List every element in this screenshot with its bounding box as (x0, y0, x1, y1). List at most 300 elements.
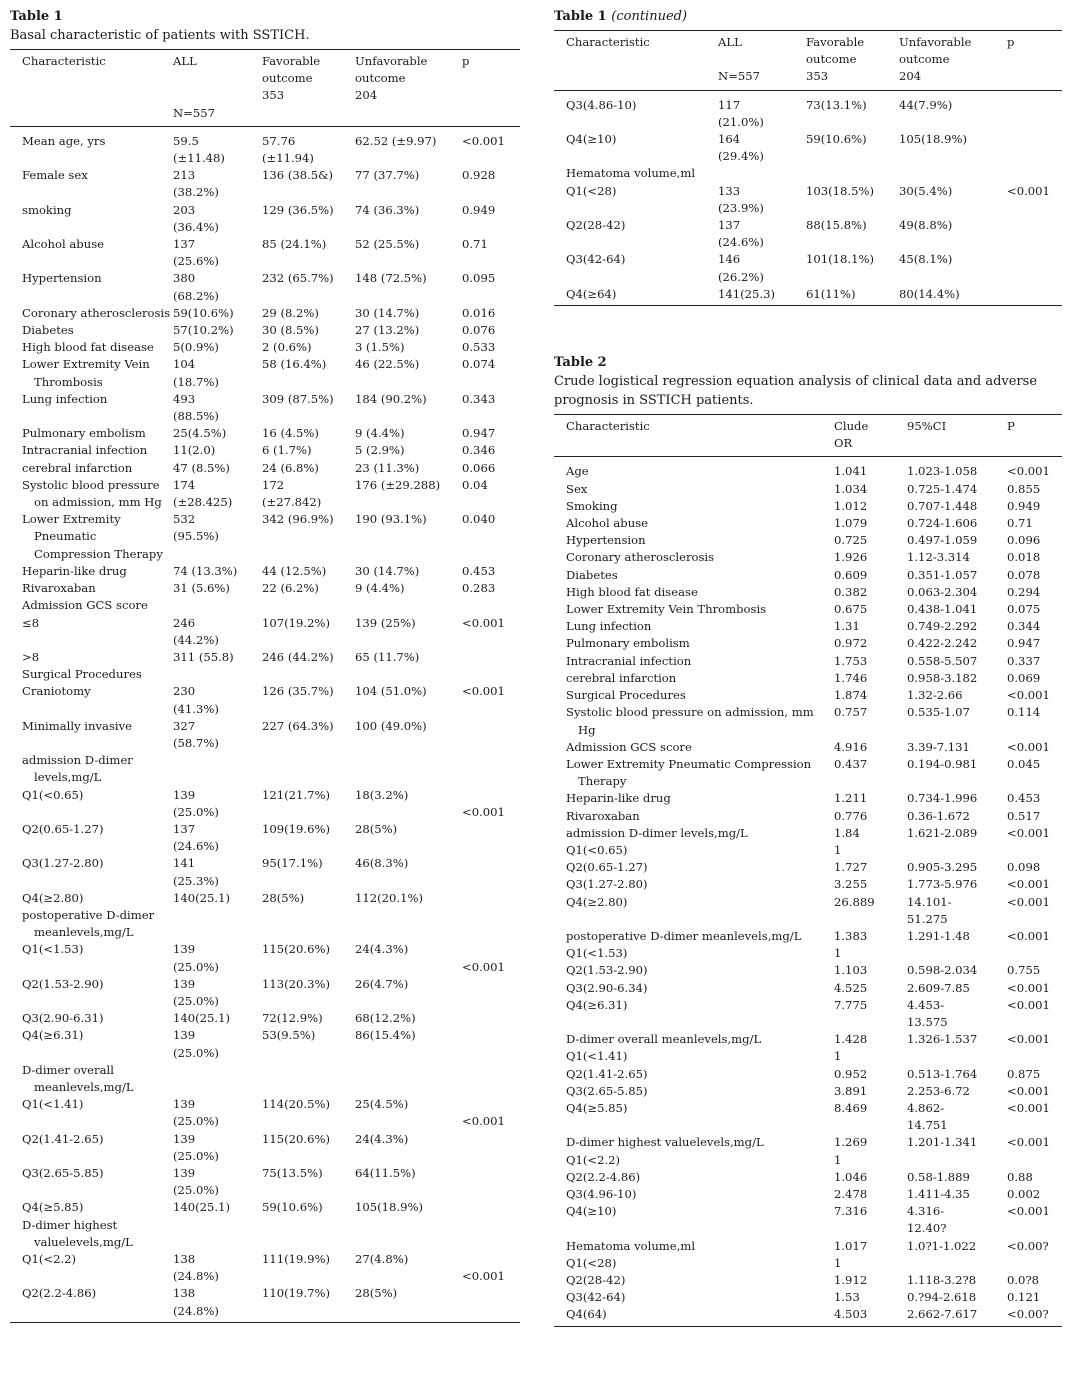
table2-col-header: Clude OR (834, 415, 907, 457)
right-column (554, 8, 1062, 1327)
row-label: Q2(0.65-1.27) (22, 821, 104, 836)
row-label: Q2(1.41-2.65) (566, 1066, 648, 1081)
table-cell: 59(10.6%) (806, 132, 867, 147)
table-cell: 1.53 (834, 1290, 860, 1305)
table-cell: 104 (51.0%) (355, 684, 427, 699)
table-cell (462, 890, 520, 907)
row-label: Hypertension (22, 271, 102, 286)
table-cell: 115(20.6%) (262, 942, 331, 957)
table-row (554, 1272, 1062, 1289)
row-label: Lower Extremity Vein Thrombosis (566, 602, 767, 617)
table-cell: 0.725 (834, 533, 868, 548)
table-row (10, 666, 520, 683)
table-cell: 5(0.9%) (173, 340, 219, 355)
table-row (554, 1238, 1062, 1255)
table-cell: 0.855 (1007, 481, 1041, 496)
table-cell: 52 (25.5%) (355, 237, 420, 252)
table-cell (1007, 945, 1062, 962)
table-cell: 246 (44.2%) (262, 649, 334, 664)
table-cell: 0.972 (834, 636, 868, 651)
table-cell (462, 666, 520, 683)
table-cell: 1.383 (834, 928, 868, 943)
row-label: Age (566, 464, 589, 479)
table-cell: 107(19.2%) (262, 615, 331, 630)
table-cell: 44(7.9%) (899, 97, 953, 112)
table-row (10, 941, 520, 975)
table-row (554, 457, 1062, 481)
table-row (10, 1131, 520, 1165)
table1-cont-col-header: ALL N=557 (718, 31, 806, 91)
table-cell: 4.916 (834, 739, 868, 754)
table-cell: 133 (23.9%) (718, 183, 764, 215)
row-label: D-dimer overall meanlevels,mg/L (22, 1062, 134, 1094)
table-cell: 7.316 (834, 1204, 868, 1219)
table-cell: 72(12.9%) (262, 1011, 323, 1026)
row-label: Q1(<1.53) (566, 946, 628, 961)
table-cell: 1.31 (834, 619, 860, 634)
table2-label: Table 2 (554, 355, 607, 371)
table-cell: <0.001 (462, 684, 505, 699)
table1-cont-col-header: Favorable outcome 353 (806, 31, 899, 91)
table-cell: 2.253-6.72 (907, 1083, 970, 1098)
table-cell: 3 (1.5%) (355, 340, 405, 355)
table-cell: 136 (38.5&) (262, 168, 333, 183)
table-cell: 9 (4.4%) (355, 581, 405, 596)
table-cell (355, 666, 462, 683)
table-cell: 0.066 (462, 460, 496, 475)
table-cell: 227 (64.3%) (262, 718, 334, 733)
table-cell: 230 (41.3%) (173, 684, 219, 716)
table1-body (10, 126, 520, 1322)
table1 (10, 49, 520, 1323)
table-cell: 0.294 (1007, 584, 1041, 599)
table-cell (462, 907, 520, 941)
table-cell: 3.891 (834, 1083, 868, 1098)
table-cell (262, 907, 355, 941)
table-row (554, 481, 1062, 498)
table1-col-header: ALL N=557 (173, 50, 262, 127)
table-cell: 0.947 (1007, 636, 1041, 651)
table-cell: 0.095 (462, 271, 496, 286)
table-row (10, 305, 520, 322)
table-cell: 25(4.5%) (355, 1097, 409, 1112)
table-cell: 0.076 (462, 323, 496, 338)
table-cell: 25(4.5%) (173, 426, 227, 441)
table-cell: 111(19.9%) (262, 1252, 331, 1267)
table-cell: 139 (25.0%) (173, 1166, 219, 1198)
table-cell: 45(8.1%) (899, 252, 953, 267)
table-cell: 80(14.4%) (899, 286, 1007, 306)
table-cell: 1.269 (834, 1135, 868, 1150)
table-row (10, 563, 520, 580)
table-cell: 109(19.6%) (262, 821, 331, 836)
row-label: Lung infection (566, 619, 652, 634)
table-cell: 311 (55.8) (173, 649, 234, 664)
table-cell: 85 (24.1%) (262, 237, 327, 252)
table-cell: 53(9.5%) (262, 1028, 316, 1043)
table-cell (355, 597, 462, 614)
table-cell: <0.001 (1007, 739, 1050, 754)
row-label: Q3(4.96-10) (566, 1186, 637, 1201)
row-label: cerebral infarction (566, 670, 677, 685)
table-cell: 137 (25.6%) (173, 237, 219, 269)
table-cell: 140(25.1) (173, 1200, 230, 1215)
row-label: Heparin-like drug (566, 791, 671, 806)
table-cell: 30 (14.7%) (355, 305, 420, 320)
table-cell (462, 1165, 520, 1199)
row-label: Alcohol abuse (22, 237, 105, 252)
table-row (554, 601, 1062, 618)
row-label: Q1(<2.2) (22, 1252, 77, 1267)
table-cell: 0.045 (1007, 756, 1041, 771)
table-cell: 0.755 (1007, 963, 1041, 978)
table-cell: 1 (834, 1049, 842, 1064)
table-cell: 141 (25.3%) (173, 856, 219, 888)
table-cell (1007, 90, 1062, 131)
row-label: Hematoma volume,ml (566, 1238, 696, 1253)
table-row (10, 1251, 520, 1285)
table-cell: 0.875 (1007, 1066, 1041, 1081)
table-cell: 146 (26.2%) (718, 252, 764, 284)
table-row (10, 1165, 520, 1199)
table-cell: 0.343 (462, 391, 496, 406)
table-cell: 1.727 (834, 860, 868, 875)
table-cell: <0.00? (1007, 1238, 1049, 1253)
row-label: smoking (22, 202, 72, 217)
table-cell: 0.757 (834, 705, 868, 720)
table-cell: 0.0?8 (1007, 1273, 1040, 1287)
row-label: Q3(1.27-2.80) (22, 856, 104, 871)
table-row (10, 270, 520, 304)
table-cell: 139 (25.0%) (173, 976, 219, 1008)
table-row (554, 945, 1062, 962)
table-cell: 27(4.8%) (355, 1252, 409, 1267)
table-cell (173, 597, 262, 614)
row-label: Mean age, yrs (22, 133, 106, 148)
table-cell: 0.098 (1007, 860, 1041, 875)
table-cell: 61(11%) (806, 286, 899, 306)
table-cell: 28(5%) (355, 1285, 462, 1322)
table1-header-row (10, 50, 520, 127)
table-cell: 0.949 (462, 202, 496, 217)
table-cell: 0.535-1.07 (907, 705, 970, 720)
table-cell (262, 597, 355, 614)
table-cell: 0.533 (462, 340, 496, 355)
table-cell: 1.621-2.089 (907, 825, 978, 840)
row-label: Q2(28-42) (566, 218, 626, 233)
table-row (554, 859, 1062, 876)
row-label: Coronary atherosclerosis (566, 550, 715, 565)
table2-col-header: Characteristic (554, 415, 834, 457)
table-cell: 6 (1.7%) (262, 443, 312, 458)
table-cell (462, 1131, 520, 1165)
table-cell (462, 649, 520, 666)
table-cell: 59.5 (±11.48) (173, 133, 225, 166)
table-cell: <0.001 (1007, 928, 1050, 943)
table-cell (355, 1062, 462, 1096)
table-cell: 139 (25.0%) (173, 942, 219, 974)
table-row (554, 1048, 1062, 1065)
table-cell: 105(18.9%) (899, 132, 968, 147)
table-cell: 0.598-2.034 (907, 963, 978, 978)
table-cell: 9 (4.4%) (355, 426, 405, 441)
row-label: admission D-dimer levels,mg/L (22, 753, 133, 785)
row-label: D-dimer overall meanlevels,mg/L (566, 1032, 762, 1047)
table-cell: 47 (8.5%) (173, 460, 230, 475)
table1-cont-body (554, 90, 1062, 305)
table-row (10, 787, 520, 821)
table2-caption: Crude logistical regression equation analysis of clinical data and adverse prognosis in SSTICH patients. (554, 374, 1038, 409)
table-row (554, 1289, 1062, 1306)
table-row (554, 1152, 1062, 1169)
table-cell: 3.255 (834, 877, 868, 892)
table-cell: 139 (25.0%) (173, 1097, 219, 1129)
table-cell: 0.040 (462, 512, 496, 527)
table1-cont-col-header: p (1007, 31, 1062, 91)
table2-col-header: P (1007, 415, 1062, 457)
table-row (554, 498, 1062, 515)
table-cell: 115(20.6%) (262, 1131, 331, 1146)
row-label: D-dimer highest valuelevels,mg/L (566, 1135, 764, 1150)
table-cell: 28(5%) (262, 890, 305, 905)
table-cell: 73(13.1%) (806, 97, 867, 112)
table-row (10, 126, 520, 167)
row-label: Surgical Procedures (22, 667, 142, 682)
row-label: admission D-dimer levels,mg/L (566, 825, 748, 840)
row-label: Q1(<28) (566, 1255, 617, 1270)
table-cell: 1.0?1-1.022 (907, 1238, 977, 1253)
table-row (10, 855, 520, 889)
row-label: Lower Extremity Pneumatic Compression Therapy (22, 512, 163, 561)
table-cell: 138 (24.8%) (173, 1252, 219, 1284)
table-cell (355, 752, 462, 786)
table-cell: 0.513-1.764 (907, 1066, 978, 1081)
table-cell: 75(13.5%) (262, 1166, 323, 1180)
table-cell: 0.453 (462, 563, 496, 578)
table-cell: 0.749-2.292 (907, 619, 978, 634)
table-row (554, 567, 1062, 584)
table-cell: 0.018 (1007, 550, 1041, 565)
table-cell: 327 (58.7%) (173, 718, 219, 750)
table-cell (173, 1062, 262, 1096)
table-cell: 5 (2.9%) (355, 443, 405, 458)
table-cell: 380 (68.2%) (173, 271, 219, 303)
table-cell: 1 (834, 946, 842, 961)
table-cell: 0.517 (1007, 808, 1041, 823)
table-row (10, 356, 520, 390)
table-cell: 0.096 (1007, 533, 1041, 548)
table-cell: 246 (44.2%) (173, 615, 219, 647)
table-cell: 23 (11.3%) (355, 460, 420, 475)
table-cell: 0.952 (834, 1066, 868, 1081)
table-cell: <0.001 (1007, 688, 1050, 703)
table-cell: 26(4.7%) (355, 976, 409, 991)
row-label: Alcohol abuse (566, 516, 649, 531)
table-cell (262, 752, 355, 786)
table-cell: 113(20.3%) (262, 976, 331, 991)
table-row (554, 739, 1062, 756)
table-row (554, 1186, 1062, 1203)
table-cell: 0.382 (834, 584, 868, 599)
table1-col-header: Characteristic (10, 50, 173, 127)
table-cell: 64(11.5%) (355, 1166, 416, 1180)
table-cell: 0.351-1.057 (907, 567, 978, 582)
table-cell: 86(15.4%) (355, 1028, 416, 1043)
table-cell: 139 (25.0%) (173, 787, 219, 819)
table-row (10, 890, 520, 907)
table-cell: 95(17.1%) (262, 856, 323, 871)
table-cell: 121(21.7%) (262, 787, 331, 802)
row-label: Minimally invasive (22, 718, 133, 733)
table-cell: 0.36-1.672 (907, 808, 970, 823)
table-row (554, 1134, 1062, 1151)
table-row (554, 1255, 1062, 1272)
table-row (554, 704, 1062, 738)
row-label: Q2(1.53-2.90) (22, 976, 104, 991)
table-cell: 57(10.2%) (173, 323, 234, 338)
table-row (10, 1217, 520, 1251)
table-cell: 141(25.3) (718, 286, 806, 306)
row-label: Lung infection (22, 391, 108, 406)
table-cell (1007, 286, 1062, 306)
table-cell: 1.746 (834, 670, 868, 685)
table-row (554, 980, 1062, 997)
table-cell: 0.675 (834, 602, 868, 617)
table-cell: 0.344 (1007, 619, 1041, 634)
table1-col-header: Unfavorable outcome 204 (355, 50, 462, 127)
table-cell: 1.023-1.058 (907, 464, 978, 479)
table-cell: 104 (18.7%) (173, 357, 219, 389)
table-cell (462, 1285, 520, 1322)
table-cell (462, 1010, 520, 1027)
table-cell: 114(20.5%) (262, 1097, 331, 1112)
row-label: Lower Extremity Pneumatic Compression Therapy (566, 756, 812, 789)
table-row (10, 1027, 520, 1061)
table-cell: 1.201-1.341 (907, 1135, 978, 1150)
table-cell: 0.438-1.041 (907, 602, 978, 617)
table-row (554, 165, 1062, 182)
table-row (554, 825, 1062, 842)
table-cell: 309 (87.5%) (262, 391, 334, 406)
table-row (10, 202, 520, 236)
table-cell: 126 (35.7%) (262, 684, 334, 699)
table-cell: 24 (6.8%) (262, 460, 319, 475)
row-label: Q4(≥10) (566, 132, 617, 147)
row-label: Q1(<0.65) (566, 842, 628, 857)
table-cell: 140(25.1) (173, 1011, 230, 1026)
table1-caption: Basal characteristic of patients with SSTICH. (10, 28, 310, 43)
table-cell: 4.453- 13.575 (907, 997, 948, 1029)
table-cell: <0.001 (1007, 1204, 1050, 1219)
row-label: Q4(≥2.80) (22, 890, 84, 905)
row-label: Q4(≥6.31) (22, 1028, 84, 1043)
table-cell: 16 (4.5%) (262, 426, 319, 441)
table-row (554, 549, 1062, 566)
row-label: Q2(0.65-1.27) (566, 860, 648, 875)
table-cell: 62.52 (±9.97) (355, 133, 437, 148)
table-cell (462, 752, 520, 786)
row-label: Q4(≥5.85) (566, 1100, 628, 1115)
table-cell: 0.346 (462, 443, 496, 458)
row-label: postoperative D-dimer meanlevels,mg/L (22, 907, 155, 940)
table-cell: 1.046 (834, 1169, 868, 1184)
row-label: Admission GCS score (22, 598, 148, 613)
table-row (554, 251, 1062, 285)
row-label: ≤8 (22, 615, 40, 630)
table-cell: 1.411-4.35 (907, 1186, 970, 1201)
table-cell: 4.503 (834, 1306, 907, 1326)
table1-col-header: p (462, 50, 520, 127)
row-label: Pulmonary embolism (566, 636, 690, 651)
table-cell: 0.58-1.889 (907, 1169, 970, 1184)
table-cell (355, 1217, 462, 1251)
table-row (554, 687, 1062, 704)
table-cell: 31 (5.6%) (173, 581, 230, 596)
table-cell (462, 1062, 520, 1096)
table-cell: 1.773-5.976 (907, 877, 978, 892)
table-cell: 74 (36.3%) (355, 202, 420, 217)
table-cell (462, 1199, 520, 1216)
table-cell: 0.905-3.295 (907, 860, 978, 875)
row-label: Q2(2.2-4.86) (10, 1285, 173, 1322)
table-cell (907, 1048, 1007, 1065)
table-row (554, 618, 1062, 635)
table2-header (554, 415, 1062, 457)
table-row (10, 752, 520, 786)
table-cell: 4.316- 12.40? (907, 1204, 947, 1236)
table-cell (1007, 1048, 1062, 1065)
table-cell: <0.001 (1007, 825, 1050, 840)
table-cell (907, 842, 1007, 859)
table-cell: 0.194-0.981 (907, 756, 978, 771)
table-cell: 0.71 (1007, 516, 1033, 531)
table-cell: 139 (25.0%) (173, 1131, 219, 1163)
table-row (554, 1100, 1062, 1134)
table-row (10, 718, 520, 752)
table-row (554, 928, 1062, 945)
table-cell: 129 (36.5%) (262, 202, 334, 217)
table-row (554, 1031, 1062, 1048)
table-cell: 0.075 (1007, 602, 1041, 617)
table-cell: 103(18.5%) (806, 183, 875, 198)
table-cell: 0.437 (834, 756, 868, 771)
table-cell: 1.211 (834, 791, 868, 806)
table1-col-header: Favorable outcome 353 (262, 50, 355, 127)
table-cell: 58 (16.4%) (262, 357, 327, 372)
row-label: Q1(<28) (566, 183, 617, 198)
table-cell: <0.001 (1007, 1100, 1050, 1115)
row-label: Systolic blood pressure on admission, mm Hg (566, 705, 814, 737)
row-label: Q3(42-64) (566, 252, 626, 267)
table2-body (554, 457, 1062, 1326)
table1-cont-header (554, 31, 1062, 91)
row-label: Sex (566, 481, 588, 496)
table-cell: 65 (11.7%) (355, 649, 420, 664)
table-cell (907, 1152, 1007, 1169)
table-cell: 100 (49.0%) (355, 718, 427, 733)
table-cell: 1 (834, 1255, 842, 1270)
row-label: Q2(2.2-4.86) (566, 1169, 641, 1184)
table-row (10, 1096, 520, 1130)
row-label: Rivaroxaban (566, 808, 640, 823)
table-cell: <0.001 (462, 804, 505, 819)
table-cell: 57.76 (±11.94) (262, 133, 314, 166)
table-cell: 74 (13.3%) (173, 563, 238, 578)
table-row (10, 477, 520, 511)
table-cell (262, 1062, 355, 1096)
row-label: Q4(≥2.80) (566, 894, 628, 909)
table-cell: 88(15.8%) (806, 218, 867, 233)
